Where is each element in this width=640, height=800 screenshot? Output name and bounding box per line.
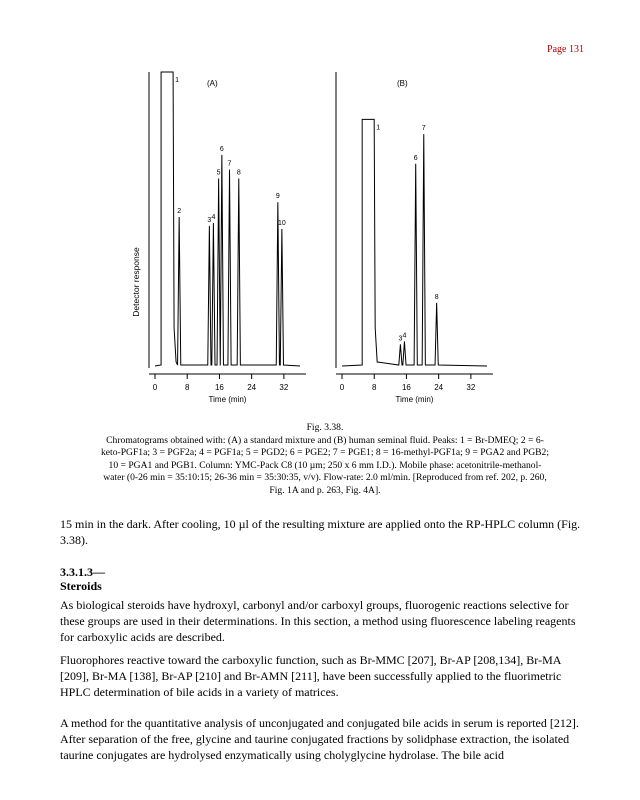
peak-label-6: 6 [219,145,224,153]
peak-label-5: 5 [216,169,221,177]
panel-a [149,72,306,404]
x-tick-label: 16 [401,383,411,392]
figure-caption-text: Chromatograms obtained with: (A) a standard mixture and (B) human seminal fluid. Peaks: 1 = Br-DMEQ; 2 = 6-keto-PGF1a; 3 = PGF2a; 4 = PGF1a; 5 = PGD2; 6 = PGE2; 7 = PGE1; 8 = 16-methyl-PGF1a; 9 = PGA2 and PGB2; 10 = PGA1 and PGB1. Column: YMC-Pack C8 (10 µm; 250 x 6 mm I.D.). Mobile phase: acetonitrile-methanol-water (0-26 min = 35:10:15; 26-36 min = 35:30:35, v/v). Flow-rate: 2.0 ml/min. [Reproduced from ref. 202, p. 260, Fig. 1A and p. 263, Fig. 4A]. [100,434,550,496]
peak-label-6: 6 [413,154,418,162]
chromatogram-figure [125,62,525,412]
peak-label-1: 1 [376,124,381,132]
figure-caption [100,422,550,497]
peak-label-1: 1 [175,77,180,84]
peak-label-7: 7 [227,160,232,168]
paragraph-3: Fluorophores reactive toward the carboxylic function, such as Br-MMC [207], Br-AP [208,134], Br-MA [209], Br-MA [138], Br-AP [210] and Br-AMN [211], have been successfully applied to the fluorimetric HPLC determination of bile acids in a variety of matrices. [60,653,562,699]
peak-label-10: 10 [277,219,286,227]
x-tick-label: 0 [152,383,158,392]
x-tick-label: 32 [466,383,476,392]
page-number: Page 131 [547,44,584,55]
x-tick-label: 32 [279,383,289,392]
x-tick-label: 16 [214,383,224,392]
x-axis-label: Time (min) [208,395,247,404]
panel-label-b: (B) [397,79,408,88]
paragraph-2: As biological steroids have hydroxyl, carbonyl and/or carboxyl groups, fluorogenic reactions selective for these groups are used in their determinations. In this section, a method using fluorescence labeling reagents for carboxylic acids are described. [60,598,576,644]
peak-label-8: 8 [236,169,241,177]
peak-label-7: 7 [421,125,426,133]
x-tick-label: 24 [434,383,444,392]
x-tick-label: 0 [339,383,345,392]
x-axis-label: Time (min) [395,395,434,404]
x-tick-label: 24 [247,383,257,392]
paragraph-4: A method for the quantitative analysis of unconjugated and conjugated bile acids in serum is reported [212]. After separation of the free, glycine and taurine conjugated fractions by solidphase extraction, the isolated taurine conjugates are hydrolysed enzymatically using cholyglycine hydrolase. The bile acid [60,716,579,762]
panel-label-a: (A) [207,79,218,88]
peak-label-9: 9 [275,193,280,201]
figure-caption-title: Fig. 3.38. [306,422,344,433]
peak-label-3: 3 [207,216,212,224]
peak-label-8: 8 [434,293,439,301]
panel-b [336,72,493,404]
y-axis-label: Detector response [131,247,141,317]
section-number: 3.3.1.3— [60,565,105,579]
section-heading [60,565,105,593]
peak-label-3: 3 [398,335,403,343]
paragraph-1: 15 min in the dark. After cooling, 10 µl of the resulting mixture are applied onto the RP-HPLC column (Fig. 3.38). [60,517,581,547]
chromatogram-svg [125,62,525,412]
x-tick-label: 8 [371,383,377,392]
peak-label-4: 4 [211,213,216,221]
peak-label-2: 2 [177,208,182,216]
section-title: Steroids [60,579,102,593]
peak-label-4: 4 [402,332,407,340]
x-tick-label: 8 [184,383,190,392]
